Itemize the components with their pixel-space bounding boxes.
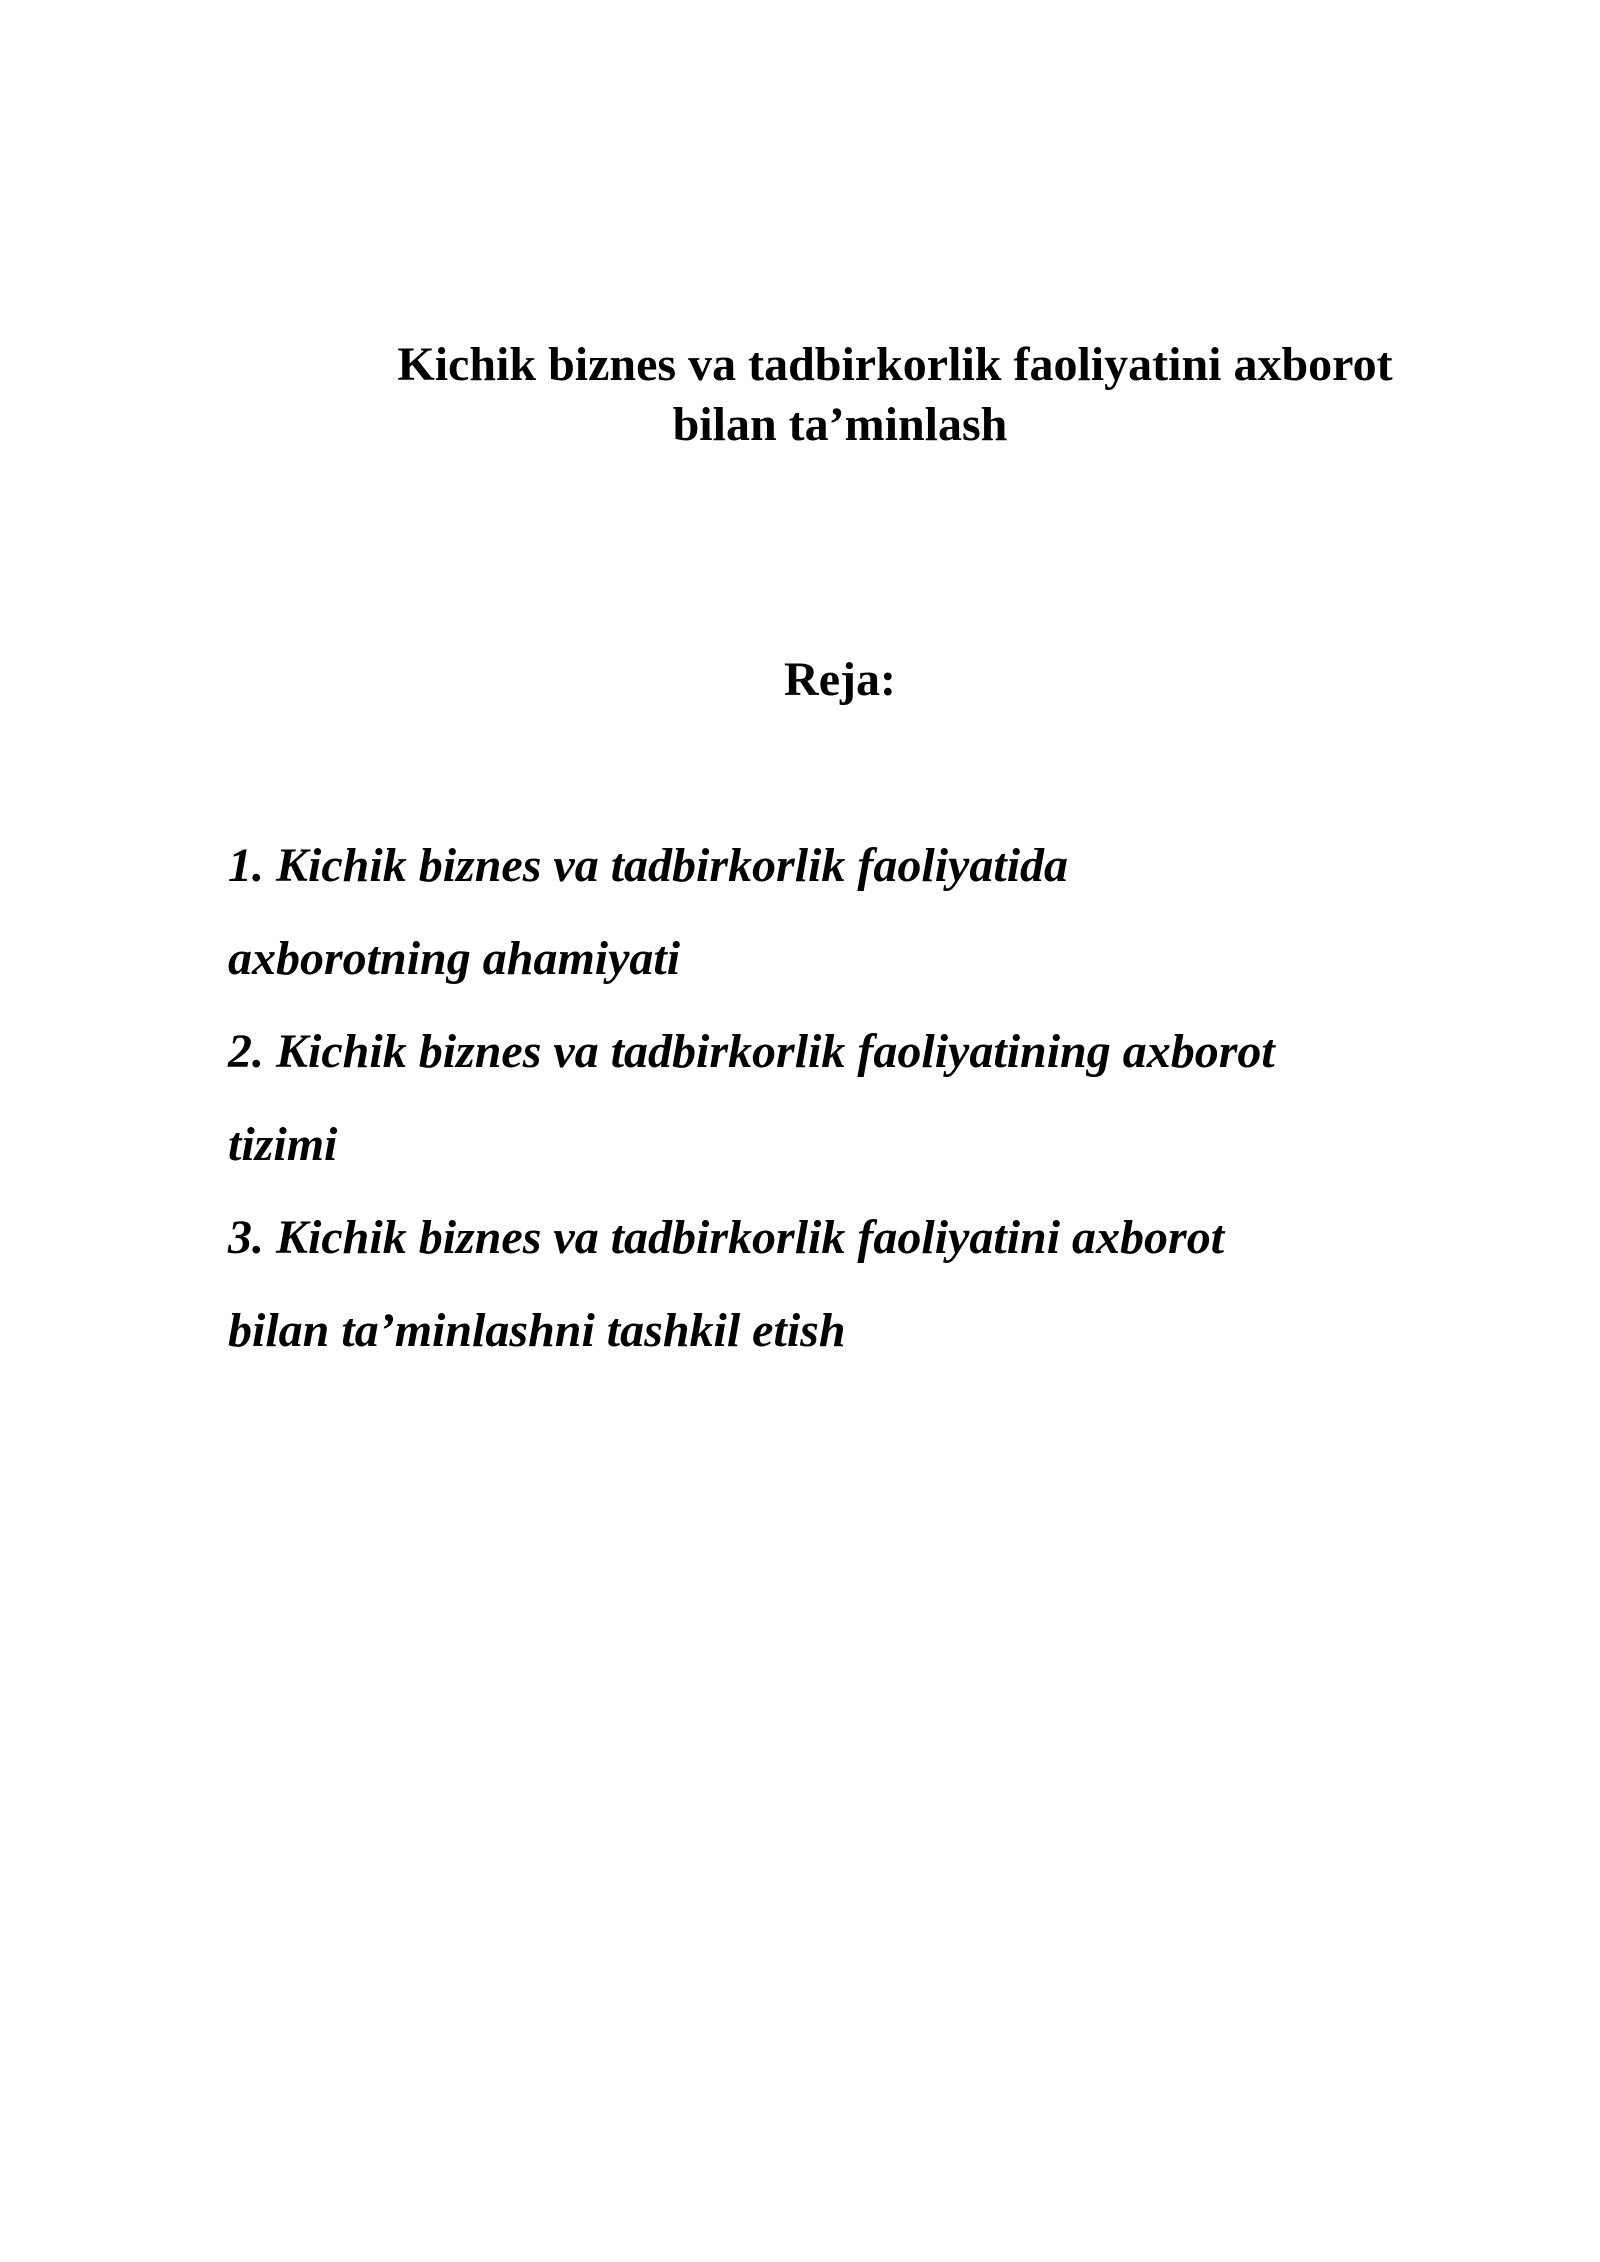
plan-item-line: 3. Kichik biznes va tadbirkorlik faoliyatini axborot (228, 1211, 1225, 1264)
title-line-2: bilan ta’minlash (672, 398, 1008, 451)
plan-list (228, 835, 1478, 1393)
plan-item (228, 1207, 1478, 1393)
plan-item (228, 835, 1478, 1021)
plan-heading: Reja: (784, 653, 896, 706)
title-line-1: Kichik biznes va tadbirkorlik faoliyatini axborot (397, 338, 1393, 391)
plan-item-line: 2. Kichik biznes va tadbirkorlik faoliyatining axborot (228, 1025, 1275, 1078)
plan-item-line: axborotning ahamiyati (228, 932, 681, 985)
plan-item-line: 1. Kichik biznes va tadbirkorlik faoliyatida (228, 839, 1069, 892)
plan-item-line: bilan ta’minlashni tashkil etish (228, 1304, 846, 1357)
document-title (150, 335, 1530, 455)
plan-item (228, 1021, 1478, 1207)
plan-item-line: tizimi (228, 1118, 338, 1171)
